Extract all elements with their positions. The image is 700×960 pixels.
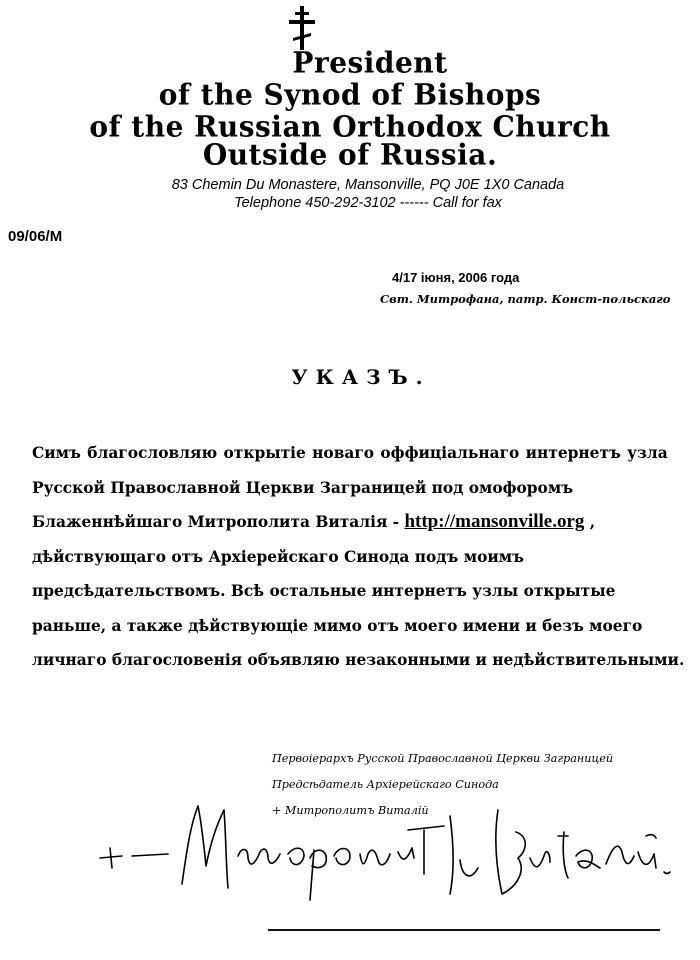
feast-day-note: Свт. Митрофана, патр. Конст-польскаго [380, 292, 671, 306]
document-title: УКАЗЪ. [291, 365, 431, 389]
signature-line [268, 929, 660, 931]
body-line-3-text: Блаженнѣйшаго Митрополита Виталія - [32, 513, 405, 531]
signatory-title-2: Предсѣдатель Архіерейскаго Синода [272, 778, 499, 791]
body-line-4: дѣйствующаго отъ Архіерейскаго Синода подъ моимъ [32, 547, 524, 566]
body-line-2: Русской Православной Церкви Заграницей под омофоромъ [32, 478, 573, 497]
handwritten-signature [98, 796, 678, 906]
header-title-line-4: Outside of Russia. [202, 137, 498, 172]
body-line-3 [32, 505, 668, 540]
header-title-line-1: President [292, 45, 448, 80]
body-line-5: предсѣдательствомъ. Всѣ остальные интернетъ узлы открытые [32, 582, 616, 600]
header-title-line-3: of the Russian Orthodox Church [89, 109, 611, 144]
address-line: 83 Chemin Du Monastere, Mansonville, PQ J0E 1X0 Canada [171, 177, 565, 193]
telephone-line: Telephone 450-292-3102 ------ Call for fax [234, 195, 502, 211]
reference-number: 09/06/M [8, 228, 63, 245]
signatory-title-1: Первоіерархъ Русской Православной Церкви Заграницей [272, 752, 614, 765]
orthodox-cross-icon [287, 6, 317, 50]
document-date: 4/17 іюня, 2006 года [392, 270, 520, 285]
body-line-6: раньше, а также дѣйствующіе мимо отъ моего имени и безъ моего [32, 616, 643, 635]
signatory-name: + Митрополитъ Виталій [272, 804, 429, 817]
body-line-3-end: , [584, 513, 596, 531]
body-line-7: личнаго благословенія объявляю незаконными и недѣйствительными. [32, 651, 685, 669]
website-link[interactable]: http://mansonville.org [404, 511, 585, 532]
header-title-line-2: of the Synod of Bishops [158, 77, 542, 112]
body-line-1: Симъ благословляю открытіе новаго оффиціальнаго интернетъ узла [32, 444, 668, 462]
decree-body [32, 436, 685, 678]
